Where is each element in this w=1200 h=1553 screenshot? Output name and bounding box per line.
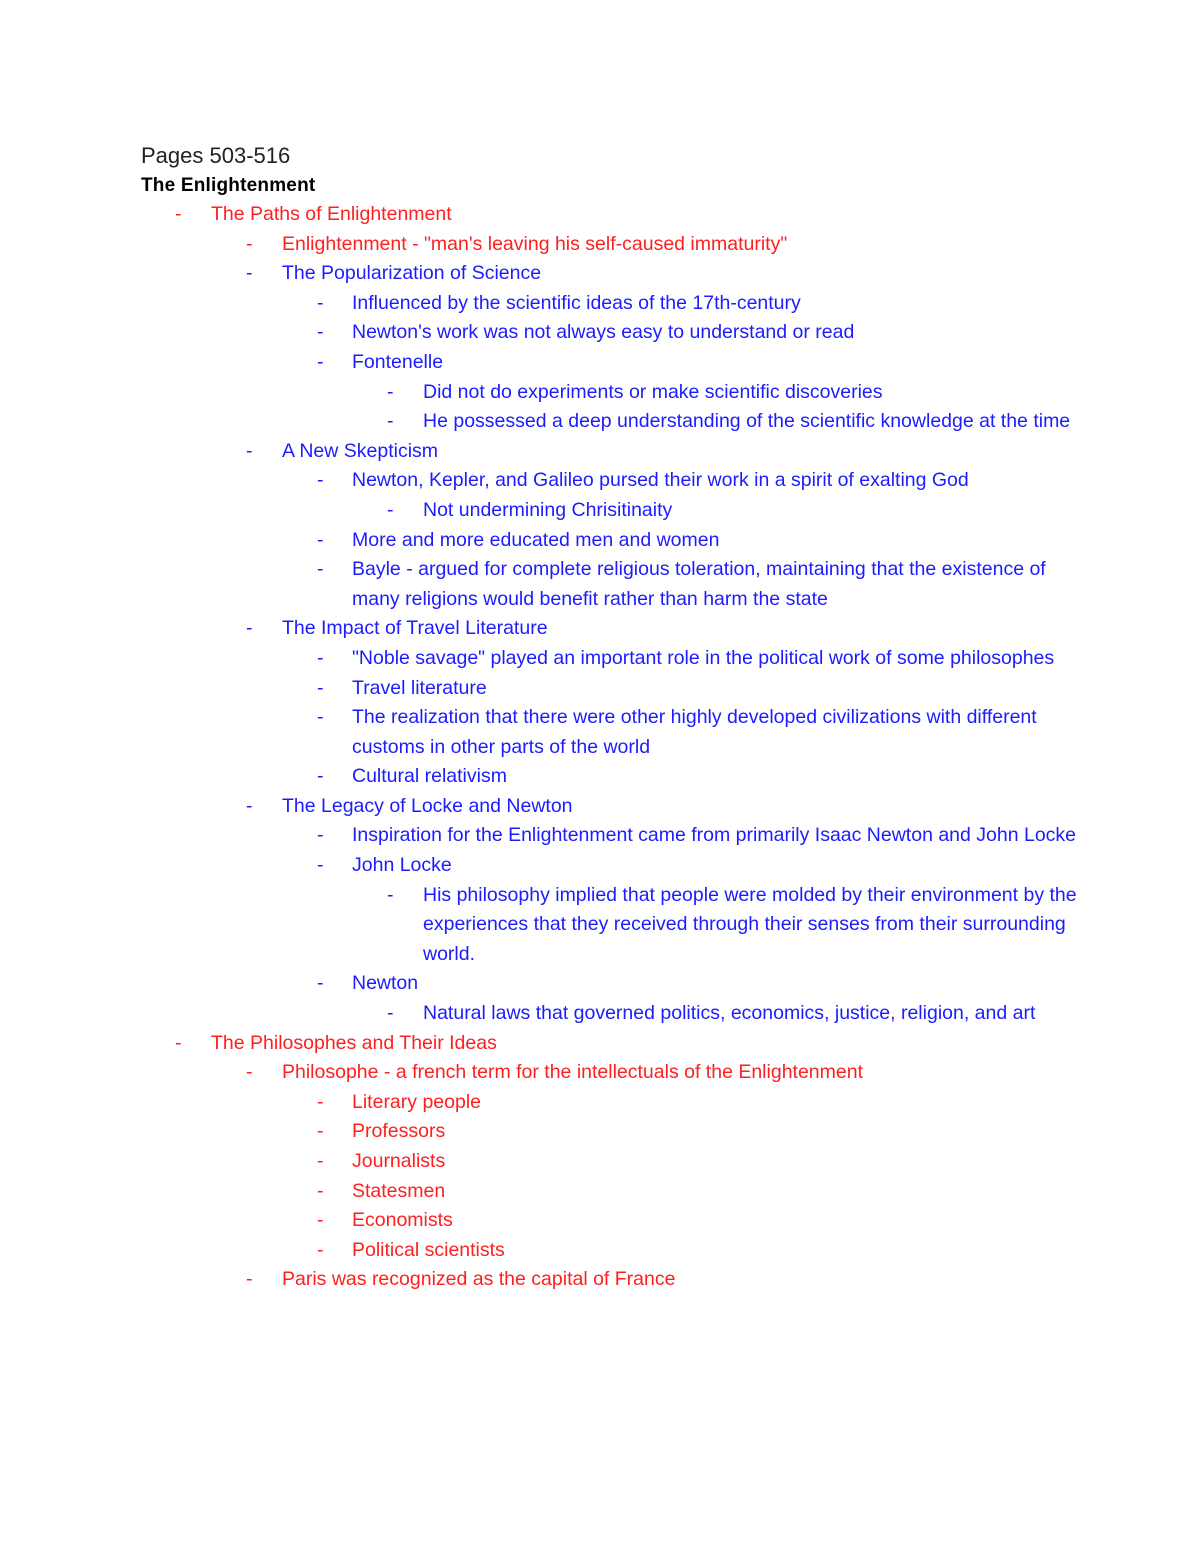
outline-item-level-2 xyxy=(141,230,1081,260)
bullet-dash: - xyxy=(317,972,324,995)
outline-item-level-4 xyxy=(141,881,1081,970)
bullet-dash: - xyxy=(317,1179,324,1202)
bullet-dash: - xyxy=(246,262,253,285)
bullet-dash: - xyxy=(246,439,253,462)
outline-item-level-3 xyxy=(141,1147,1081,1177)
outline-item-level-1 xyxy=(141,200,1081,230)
outline-item-level-2 xyxy=(141,437,1081,467)
outline-item-text: The Paths of Enlightenment xyxy=(211,203,452,225)
bullet-dash: - xyxy=(317,350,324,373)
bullet-dash: - xyxy=(317,291,324,314)
outline-item-level-3 xyxy=(141,1177,1081,1207)
bullet-dash: - xyxy=(317,1090,324,1113)
outline-item-text: The Legacy of Locke and Newton xyxy=(282,794,573,817)
outline-item-level-3 xyxy=(141,466,1081,496)
outline-item-level-4 xyxy=(141,407,1081,437)
outline-item-level-3 xyxy=(141,289,1081,319)
outline-item-text: "Noble savage" played an important role in the political work of some philosophes xyxy=(352,646,1055,669)
bullet-dash: - xyxy=(246,617,253,640)
outline-item-text: The Popularization of Science xyxy=(282,262,542,285)
document-title: The Enlightenment xyxy=(141,175,316,196)
bullet-dash: - xyxy=(317,1150,324,1172)
bullet-dash: - xyxy=(246,1061,253,1084)
outline-item-text: Literary people xyxy=(352,1090,481,1113)
outline-item-text: Enlightenment - "man's leaving his self-caused immaturity" xyxy=(282,232,788,255)
outline-item-level-3 xyxy=(141,1117,1081,1147)
outline-item-level-3 xyxy=(141,318,1081,348)
outline-item-text: Political scientists xyxy=(352,1238,505,1261)
outline-item-level-3 xyxy=(141,762,1081,792)
bullet-dash: - xyxy=(246,1268,253,1291)
outline-item-level-3 xyxy=(141,703,1081,762)
bullet-dash: - xyxy=(317,1238,324,1261)
outline-item-text: Newton, Kepler, and Galileo pursed their work in a spirit of exalting God xyxy=(352,469,969,492)
outline-item-level-3 xyxy=(141,821,1081,851)
outline-item-level-3 xyxy=(141,555,1081,614)
outline-item-text: Travel literature xyxy=(352,676,487,699)
outline-item-level-3 xyxy=(141,1088,1081,1118)
outline-item-level-2 xyxy=(141,1058,1081,1088)
outline-item-level-2 xyxy=(141,614,1081,644)
outline-item-text: Newton xyxy=(352,972,419,995)
bullet-dash: - xyxy=(317,676,324,699)
outline-item-text: The Impact of Travel Literature xyxy=(282,617,548,640)
outline-item-level-2 xyxy=(141,792,1081,822)
bullet-dash: - xyxy=(317,558,324,581)
outline-item-text: Natural laws that governed politics, economics, justice, religion, and art xyxy=(423,1002,1036,1025)
outline-item-text: John Locke xyxy=(352,854,452,877)
outline-item-text: A New Skepticism xyxy=(282,439,439,462)
outline-item-text: The Philosophes and Their Ideas xyxy=(211,1031,497,1054)
outline-item-text: The realization that there were other highly developed civilizations with different customs in other parts of the world xyxy=(352,706,1037,758)
bullet-dash: - xyxy=(317,1209,324,1232)
pages-label: Pages 503-516 xyxy=(141,143,291,168)
outline-item-level-3 xyxy=(141,526,1081,556)
outline-item-text: Influenced by the scientific ideas of the 17th-century xyxy=(352,291,801,314)
bullet-dash: - xyxy=(317,646,324,669)
notes-outline xyxy=(141,200,1081,1295)
outline-item-text: Statesmen xyxy=(352,1179,446,1202)
outline-item-text: Philosophe - a french term for the intellectuals of the Enlightenment xyxy=(282,1061,863,1084)
outline-item-text: More and more educated men and women xyxy=(352,528,720,551)
outline-item-text: He possessed a deep understanding of the scientific knowledge at the time xyxy=(423,410,1071,433)
outline-item-text: Did not do experiments or make scientific discoveries xyxy=(423,380,883,403)
outline-item-text: Not undermining Chrisitinaity xyxy=(423,498,673,521)
bullet-dash: - xyxy=(317,469,324,492)
outline-item-level-3 xyxy=(141,851,1081,881)
outline-item-level-2 xyxy=(141,1265,1081,1295)
outline-item-level-3 xyxy=(141,348,1081,378)
bullet-dash: - xyxy=(317,854,324,877)
bullet-dash: - xyxy=(387,498,394,521)
bullet-dash: - xyxy=(317,321,324,344)
bullet-dash: - xyxy=(317,528,324,551)
outline-item-level-4 xyxy=(141,496,1081,526)
outline-item-text: Newton's work was not always easy to understand or read xyxy=(352,321,855,344)
outline-item-level-3 xyxy=(141,969,1081,999)
document-content xyxy=(141,140,1081,1295)
outline-item-level-4 xyxy=(141,999,1081,1029)
outline-item-text: Journalists xyxy=(352,1150,446,1172)
outline-item-text: Bayle - argued for complete religious toleration, maintaining that the existence of many religions would benefit rather than harm the state xyxy=(352,558,1046,610)
outline-item-level-3 xyxy=(141,674,1081,704)
outline-item-text: Inspiration for the Enlightenment came from primarily Isaac Newton and John Locke xyxy=(352,824,1077,847)
bullet-dash: - xyxy=(387,410,394,433)
outline-item-level-1 xyxy=(141,1029,1081,1059)
outline-item-text: Paris was recognized as the capital of France xyxy=(282,1268,676,1291)
bullet-dash: - xyxy=(387,380,394,403)
outline-item-level-3 xyxy=(141,644,1081,674)
bullet-dash: - xyxy=(317,765,324,788)
bullet-dash: - xyxy=(246,794,253,817)
bullet-dash: - xyxy=(317,706,324,729)
outline-item-text: Cultural relativism xyxy=(352,765,507,788)
bullet-dash: - xyxy=(317,824,324,847)
outline-item-level-3 xyxy=(141,1206,1081,1236)
bullet-dash: - xyxy=(175,203,182,225)
outline-item-level-2 xyxy=(141,259,1081,289)
outline-item-text: Fontenelle xyxy=(352,350,444,373)
outline-item-level-4 xyxy=(141,378,1081,408)
outline-item-text: Professors xyxy=(352,1120,446,1143)
bullet-dash: - xyxy=(246,232,253,255)
outline-item-text: Economists xyxy=(352,1209,453,1232)
bullet-dash: - xyxy=(175,1031,182,1054)
bullet-dash: - xyxy=(317,1120,324,1143)
bullet-dash: - xyxy=(387,883,394,906)
outline-item-level-3 xyxy=(141,1236,1081,1266)
outline-item-text: His philosophy implied that people were molded by their environment by the experiences that they received through their senses from their surrounding world. xyxy=(423,883,1077,965)
bullet-dash: - xyxy=(387,1002,394,1025)
